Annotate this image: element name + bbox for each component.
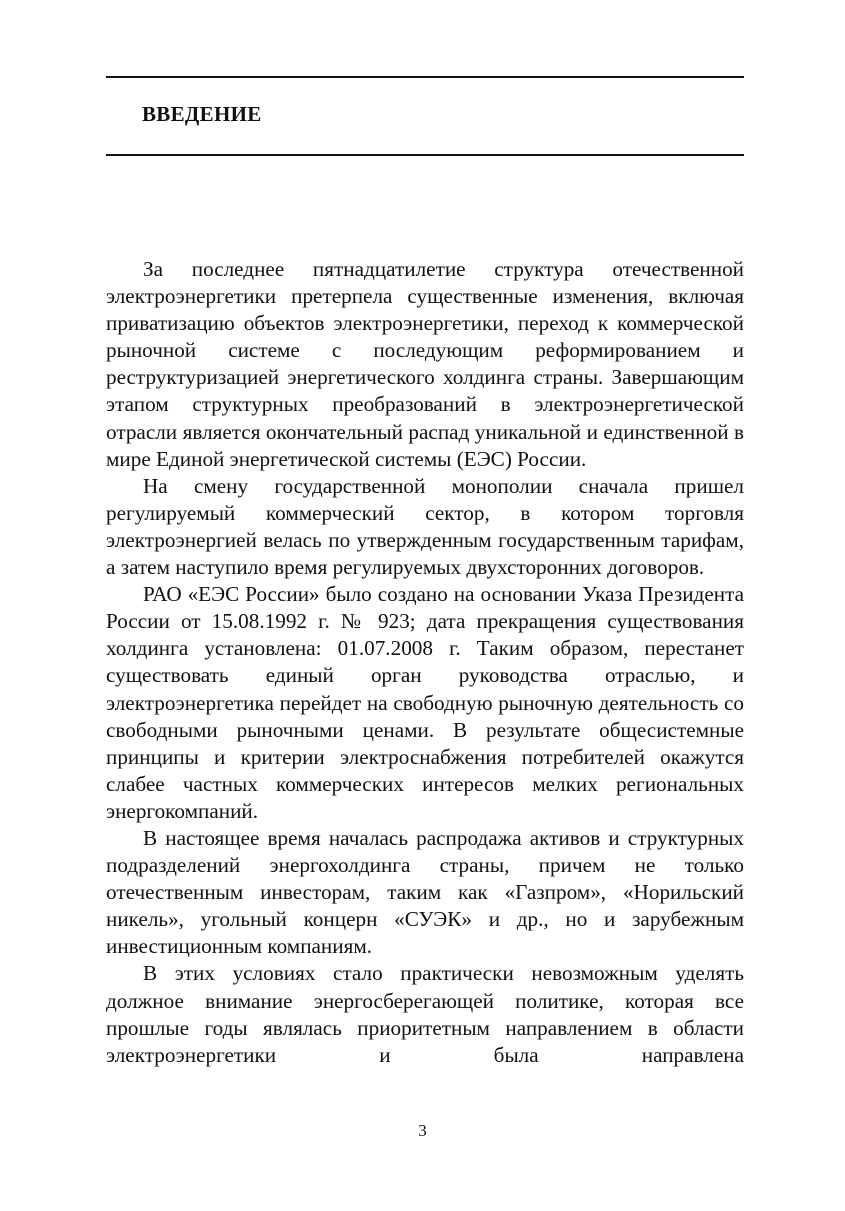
paragraph-1: За последнее пятнадцатилетие структура отечественной электроэнергетики претерпела существенные изменения, включая приватизацию объектов электроэнергетики, переход к коммерческой рыночной системе с последующим реформированием и реструктуризацией энергетического холдинга страны. Завершающим этапом структурных преобразований в электроэнергетической отрасли является окончательный распад уникальной и единственной в мире Единой энергетической системы (ЕЭС) России. — [106, 257, 744, 471]
page-number: 3 — [418, 1121, 427, 1140]
bottom-rule — [106, 154, 744, 156]
top-rule — [106, 76, 744, 78]
chapter-heading: ВВЕДЕНИЕ — [142, 102, 262, 126]
paragraph-3: РАО «ЕЭС России» было создано на основании Указа Президента России от 15.08.1992 г. № 923; дата прекращения существования холдинга установлена: 01.07.2008 г. Таким образом, перестанет существовать единый орган руководства отраслью, и электроэнергетика перейдет на свободную рыночную деятельность со свободными рыночными ценами. В результате общесистемные принципы и критерии электроснабжения потребителей окажутся слабее частных коммерческих интересов мелких региональных энергокомпаний. — [106, 582, 744, 823]
paragraph-4: В настоящее время началась распродажа активов и структурных подразделений энергохолдинга страны, причем не только отечественным инвесторам, таким как «Газпром», «Норильский никель», угольный концерн «СУЭК» и др., но и зарубежным инвестиционным компаниям. — [106, 825, 744, 959]
paragraph-5: В этих условиях стало практически невозможным уделять должное внимание энергосберегающей политике, которая все прошлые годы являлась приоритетным направлением в области электроэнергетики и была направлена — [106, 961, 744, 1067]
paragraph-2: На смену государственной монополии сначала пришел регулируемый коммерческий сектор, в котором торговля электроэнергией велась по утвержденным государственным тарифам, а затем наступило время регулируемых двухсторонних договоров. — [106, 473, 744, 580]
body-text — [106, 256, 744, 1069]
